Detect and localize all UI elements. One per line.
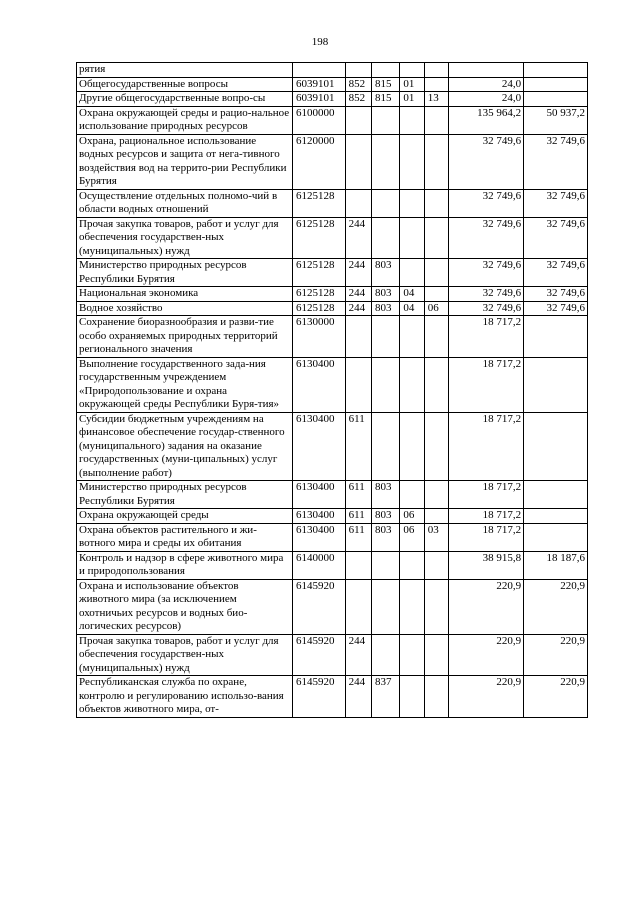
cell-grbs	[372, 134, 400, 189]
table-row	[77, 579, 588, 634]
cell-pr	[424, 634, 448, 676]
cell-grbs: 837	[372, 676, 400, 718]
cell-pr	[424, 134, 448, 189]
cell-sum-2: 220,9	[524, 579, 588, 634]
cell-sum-1: 32 749,6	[449, 287, 524, 302]
cell-csr: 6130400	[292, 357, 345, 412]
cell-rz: 04	[400, 301, 424, 316]
cell-pr: 03	[424, 523, 448, 551]
cell-name: Охрана, рациональное использование водных ресурсов и защита от нега-тивного воздействия вод на террито-рии Республики Бурятия	[77, 134, 293, 189]
table-row	[77, 77, 588, 92]
cell-sum-2	[524, 92, 588, 107]
cell-grbs: 803	[372, 301, 400, 316]
cell-name: Субсидии бюджетным учреждениям на финансовое обеспечение государ-ственного (муниципального) задания на оказание государственных (муни-ципальных) услуг (выполнение работ)	[77, 412, 293, 481]
cell-sum-2	[524, 509, 588, 524]
cell-name: Прочая закупка товаров, работ и услуг для обеспечения государствен-ных (муниципальных) нужд	[77, 634, 293, 676]
cell-vr: 244	[345, 287, 371, 302]
cell-name: Национальная экономика	[77, 287, 293, 302]
cell-csr: 6145920	[292, 579, 345, 634]
cell-grbs	[372, 316, 400, 358]
table-row	[77, 634, 588, 676]
cell-rz: 01	[400, 92, 424, 107]
cell-csr	[292, 63, 345, 78]
table-row	[77, 509, 588, 524]
cell-sum-1: 220,9	[449, 634, 524, 676]
cell-rz	[400, 134, 424, 189]
budget-table	[76, 62, 588, 718]
cell-vr: 244	[345, 217, 371, 259]
cell-sum-2: 32 749,6	[524, 301, 588, 316]
cell-rz	[400, 63, 424, 78]
cell-sum-2: 220,9	[524, 634, 588, 676]
cell-pr	[424, 579, 448, 634]
cell-rz	[400, 259, 424, 287]
cell-grbs	[372, 357, 400, 412]
cell-name: Осуществление отдельных полномо-чий в области водных отношений	[77, 189, 293, 217]
cell-name: Охрана окружающей среды	[77, 509, 293, 524]
cell-sum-1: 220,9	[449, 676, 524, 718]
cell-grbs: 815	[372, 77, 400, 92]
table-row	[77, 106, 588, 134]
cell-rz: 06	[400, 509, 424, 524]
cell-grbs	[372, 579, 400, 634]
cell-vr: 244	[345, 259, 371, 287]
cell-csr: 6130000	[292, 316, 345, 358]
cell-vr: 852	[345, 77, 371, 92]
cell-vr	[345, 134, 371, 189]
cell-csr: 6140000	[292, 551, 345, 579]
cell-csr: 6125128	[292, 301, 345, 316]
cell-sum-2: 32 749,6	[524, 287, 588, 302]
cell-vr	[345, 579, 371, 634]
cell-sum-1: 24,0	[449, 92, 524, 107]
cell-vr	[345, 63, 371, 78]
cell-grbs: 803	[372, 481, 400, 509]
cell-sum-2: 32 749,6	[524, 217, 588, 259]
cell-pr	[424, 412, 448, 481]
cell-rz	[400, 634, 424, 676]
cell-grbs	[372, 217, 400, 259]
cell-sum-2: 220,9	[524, 676, 588, 718]
cell-pr: 13	[424, 92, 448, 107]
cell-rz	[400, 189, 424, 217]
cell-grbs	[372, 551, 400, 579]
cell-sum-1: 18 717,2	[449, 509, 524, 524]
table-row	[77, 357, 588, 412]
cell-csr: 6125128	[292, 287, 345, 302]
cell-vr: 611	[345, 523, 371, 551]
cell-csr: 6125128	[292, 217, 345, 259]
cell-sum-2	[524, 481, 588, 509]
cell-sum-1: 32 749,6	[449, 301, 524, 316]
cell-name: Министерство природных ресурсов Республики Бурятия	[77, 481, 293, 509]
cell-vr	[345, 551, 371, 579]
cell-rz	[400, 316, 424, 358]
cell-sum-2: 50 937,2	[524, 106, 588, 134]
cell-grbs	[372, 634, 400, 676]
cell-name: Республиканская служба по охране, контролю и регулированию использо-вания объектов животного мира, от-	[77, 676, 293, 718]
cell-grbs: 803	[372, 259, 400, 287]
cell-grbs	[372, 106, 400, 134]
cell-pr	[424, 357, 448, 412]
cell-grbs	[372, 189, 400, 217]
table-row	[77, 551, 588, 579]
cell-sum-1: 18 717,2	[449, 481, 524, 509]
cell-pr	[424, 106, 448, 134]
cell-vr: 244	[345, 634, 371, 676]
cell-sum-2	[524, 412, 588, 481]
cell-pr	[424, 551, 448, 579]
table-row	[77, 259, 588, 287]
table-row	[77, 412, 588, 481]
cell-csr: 6145920	[292, 634, 345, 676]
cell-sum-2	[524, 77, 588, 92]
cell-csr: 6120000	[292, 134, 345, 189]
cell-pr	[424, 509, 448, 524]
table-row	[77, 316, 588, 358]
cell-name: Охрана и использование объектов животного мира (за исключением охотничьих ресурсов и водных био-логических ресурсов)	[77, 579, 293, 634]
cell-pr	[424, 63, 448, 78]
cell-grbs: 803	[372, 523, 400, 551]
cell-name: Выполнение государственного зада-ния государственным учреждением «Природопользование и охрана окружающей среды Республики Буря-тия»	[77, 357, 293, 412]
table-row	[77, 301, 588, 316]
cell-sum-1: 18 717,2	[449, 357, 524, 412]
cell-name: Водное хозяйство	[77, 301, 293, 316]
cell-vr: 611	[345, 509, 371, 524]
cell-name: Прочая закупка товаров, работ и услуг для обеспечения государствен-ных (муниципальных) нужд	[77, 217, 293, 259]
cell-rz	[400, 106, 424, 134]
cell-name: Другие общегосударственные вопро-сы	[77, 92, 293, 107]
cell-pr: 06	[424, 301, 448, 316]
cell-vr	[345, 316, 371, 358]
cell-sum-1: 220,9	[449, 579, 524, 634]
cell-sum-1: 32 749,6	[449, 189, 524, 217]
cell-sum-2	[524, 357, 588, 412]
cell-vr	[345, 106, 371, 134]
cell-vr: 611	[345, 481, 371, 509]
cell-pr	[424, 676, 448, 718]
cell-name: Министерство природных ресурсов Республики Бурятия	[77, 259, 293, 287]
cell-sum-2: 18 187,6	[524, 551, 588, 579]
cell-grbs: 803	[372, 509, 400, 524]
cell-name: рятия	[77, 63, 293, 78]
cell-sum-2: 32 749,6	[524, 259, 588, 287]
table-row	[77, 63, 588, 78]
cell-sum-1: 18 717,2	[449, 523, 524, 551]
cell-pr	[424, 259, 448, 287]
cell-rz: 01	[400, 77, 424, 92]
cell-sum-1: 32 749,6	[449, 217, 524, 259]
cell-pr	[424, 287, 448, 302]
table-row	[77, 189, 588, 217]
cell-csr: 6100000	[292, 106, 345, 134]
cell-csr: 6039101	[292, 92, 345, 107]
cell-grbs	[372, 63, 400, 78]
cell-grbs: 815	[372, 92, 400, 107]
cell-name: Контроль и надзор в сфере животного мира и природопользования	[77, 551, 293, 579]
cell-grbs: 803	[372, 287, 400, 302]
cell-rz	[400, 551, 424, 579]
cell-name: Сохранение биоразнообразия и разви-тие особо охраняемых природных территорий регионального значения	[77, 316, 293, 358]
cell-rz	[400, 412, 424, 481]
cell-rz: 04	[400, 287, 424, 302]
cell-vr	[345, 357, 371, 412]
cell-csr: 6130400	[292, 509, 345, 524]
page-number: 198	[311, 36, 329, 48]
cell-pr	[424, 77, 448, 92]
cell-name: Охрана окружающей среды и рацио-нальное использование природных ресурсов	[77, 106, 293, 134]
cell-rz	[400, 217, 424, 259]
table-row	[77, 134, 588, 189]
cell-sum-2	[524, 316, 588, 358]
cell-rz	[400, 676, 424, 718]
cell-csr: 6145920	[292, 676, 345, 718]
cell-csr: 6125128	[292, 189, 345, 217]
cell-vr: 244	[345, 676, 371, 718]
cell-sum-1	[449, 63, 524, 78]
cell-pr	[424, 189, 448, 217]
cell-sum-1: 18 717,2	[449, 412, 524, 481]
cell-sum-2	[524, 523, 588, 551]
cell-csr: 6130400	[292, 481, 345, 509]
cell-pr	[424, 481, 448, 509]
cell-rz: 06	[400, 523, 424, 551]
cell-rz	[400, 579, 424, 634]
cell-sum-2: 32 749,6	[524, 134, 588, 189]
table-row	[77, 287, 588, 302]
cell-sum-1: 135 964,2	[449, 106, 524, 134]
cell-sum-1: 32 749,6	[449, 134, 524, 189]
cell-name: Охрана объектов растительного и жи-вотного мира и среды их обитания	[77, 523, 293, 551]
cell-pr	[424, 316, 448, 358]
cell-sum-1: 32 749,6	[449, 259, 524, 287]
cell-csr: 6130400	[292, 523, 345, 551]
cell-sum-1: 24,0	[449, 77, 524, 92]
cell-rz	[400, 481, 424, 509]
cell-vr: 611	[345, 412, 371, 481]
cell-vr: 244	[345, 301, 371, 316]
table-row	[77, 217, 588, 259]
cell-name: Общегосударственные вопросы	[77, 77, 293, 92]
cell-csr: 6130400	[292, 412, 345, 481]
cell-sum-1: 18 717,2	[449, 316, 524, 358]
cell-sum-2: 32 749,6	[524, 189, 588, 217]
cell-csr: 6039101	[292, 77, 345, 92]
cell-sum-1: 38 915,8	[449, 551, 524, 579]
cell-sum-2	[524, 63, 588, 78]
table-row	[77, 92, 588, 107]
cell-pr	[424, 217, 448, 259]
cell-vr	[345, 189, 371, 217]
table-row	[77, 523, 588, 551]
cell-vr: 852	[345, 92, 371, 107]
cell-rz	[400, 357, 424, 412]
table-row	[77, 481, 588, 509]
cell-grbs	[372, 412, 400, 481]
table-row	[77, 676, 588, 718]
cell-csr: 6125128	[292, 259, 345, 287]
